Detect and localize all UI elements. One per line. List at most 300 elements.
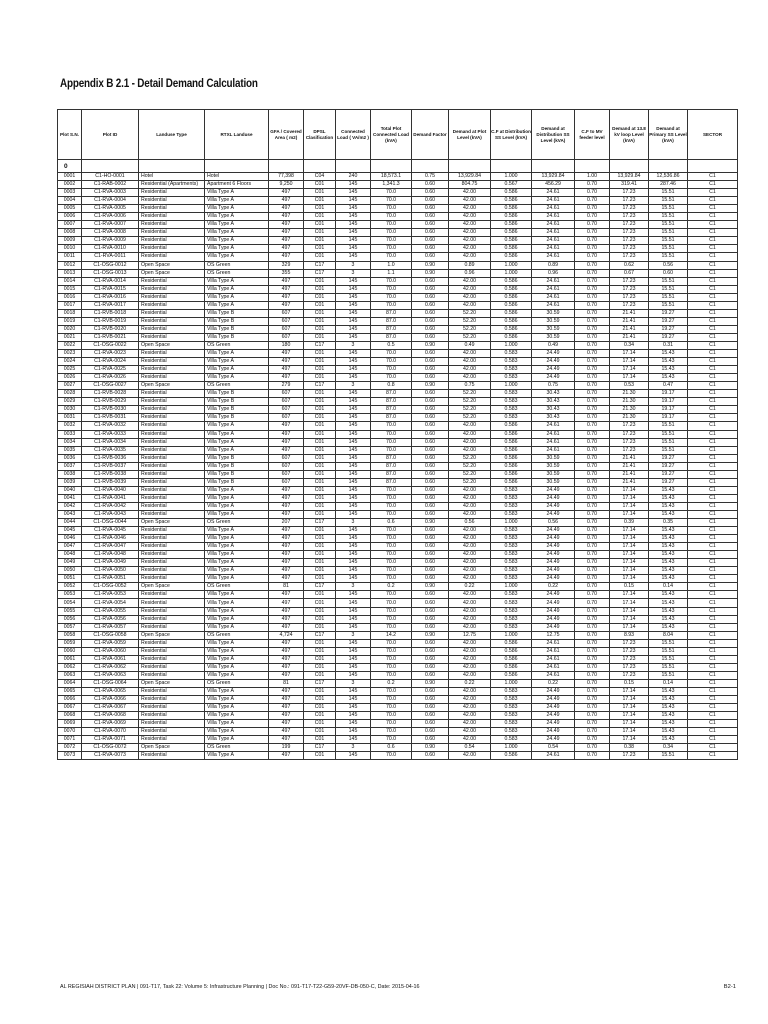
table-cell: 0.586 [491, 301, 532, 309]
table-cell: 24.49 [532, 615, 575, 623]
table-cell: 0014 [58, 277, 82, 285]
table-cell: C1 [688, 269, 738, 277]
table-cell: 145 [336, 350, 371, 358]
table-cell: Villa Type A [205, 599, 269, 607]
table-cell: Villa Type A [205, 591, 269, 599]
table-cell: 17.14 [610, 494, 649, 502]
table-cell: C01 [304, 551, 336, 559]
table-cell: 70.0 [371, 728, 412, 736]
table-cell: 497 [269, 752, 304, 760]
table-cell: 70.0 [371, 446, 412, 454]
table-cell: 0.60 [412, 510, 449, 518]
table-cell: Villa Type B [205, 454, 269, 462]
table-cell: C1 [688, 486, 738, 494]
table-cell: 24.49 [532, 358, 575, 366]
table-cell: C1 [688, 285, 738, 293]
table-cell: 0073 [58, 752, 82, 760]
table-cell: Residential [139, 510, 205, 518]
table-cell: 0034 [58, 438, 82, 446]
table-cell: 0.60 [412, 486, 449, 494]
table-cell: 24.49 [532, 623, 575, 631]
table-cell: 0.567 [491, 181, 532, 189]
table-row [58, 325, 738, 333]
table-cell: C01 [304, 502, 336, 510]
table-cell: 15.51 [649, 655, 688, 663]
table-cell: Residential [139, 293, 205, 301]
table-cell: C1 [688, 189, 738, 197]
table-row [58, 350, 738, 358]
table-cell: 0.60 [412, 253, 449, 261]
table-cell: Residential [139, 607, 205, 615]
table-cell: 0.60 [412, 350, 449, 358]
table-cell: 0.60 [412, 245, 449, 253]
table-cell: 0.586 [491, 309, 532, 317]
table-cell: 0.70 [575, 704, 610, 712]
section-cell [491, 160, 532, 173]
table-cell: 497 [269, 704, 304, 712]
table-cell: 17.14 [610, 486, 649, 494]
table-cell: 0018 [58, 309, 82, 317]
table-cell: 17.23 [610, 237, 649, 245]
table-cell: Residential [139, 197, 205, 205]
table-cell: Villa Type A [205, 655, 269, 663]
table-cell: 42.00 [449, 430, 491, 438]
table-cell: C1 [688, 325, 738, 333]
table-cell: C1 [688, 229, 738, 237]
table-cell: 15.43 [649, 696, 688, 704]
table-cell: 24.61 [532, 229, 575, 237]
table-cell: 0.586 [491, 647, 532, 655]
table-cell: C1 [688, 462, 738, 470]
table-cell: 70.0 [371, 615, 412, 623]
table-cell: C01 [304, 398, 336, 406]
table-cell: 0.586 [491, 639, 532, 647]
table-cell: 0.70 [575, 205, 610, 213]
table-cell: 15.43 [649, 559, 688, 567]
table-cell: 0.60 [412, 663, 449, 671]
table-row [58, 599, 738, 607]
table-cell: 0.15 [610, 679, 649, 687]
table-cell: C01 [304, 237, 336, 245]
table-cell: 497 [269, 438, 304, 446]
table-cell: 0.6 [371, 519, 412, 527]
table-cell: 145 [336, 414, 371, 422]
table-cell: C1-RVA-0049 [82, 559, 139, 567]
table-cell: 0048 [58, 551, 82, 559]
table-cell: Residential [139, 671, 205, 679]
section-cell [575, 160, 610, 173]
table-cell: 497 [269, 422, 304, 430]
table-cell: 21.41 [610, 462, 649, 470]
table-cell: 0032 [58, 422, 82, 430]
table-cell: 24.61 [532, 446, 575, 454]
table-cell: 0.586 [491, 462, 532, 470]
table-cell: Villa Type A [205, 535, 269, 543]
table-cell: 145 [336, 502, 371, 510]
table-cell: C1-RVA-0006 [82, 213, 139, 221]
table-cell: 15.43 [649, 615, 688, 623]
table-cell: C1-RVA-0040 [82, 486, 139, 494]
table-cell: 0.8 [371, 382, 412, 390]
table-cell: Villa Type A [205, 293, 269, 301]
table-cell: 0.70 [575, 736, 610, 744]
table-cell: C01 [304, 559, 336, 567]
table-cell: 17.14 [610, 374, 649, 382]
table-cell: Villa Type A [205, 253, 269, 261]
table-cell: 0.586 [491, 221, 532, 229]
table-cell: 145 [336, 325, 371, 333]
table-cell: 17.23 [610, 245, 649, 253]
table-cell: 70.0 [371, 213, 412, 221]
table-cell: Residential [139, 615, 205, 623]
table-cell: 0.70 [575, 591, 610, 599]
table-cell: 0.586 [491, 430, 532, 438]
table-cell: C1 [688, 631, 738, 639]
table-cell: 70.0 [371, 663, 412, 671]
table-cell: 30.59 [532, 317, 575, 325]
table-cell: 607 [269, 309, 304, 317]
table-cell: 497 [269, 374, 304, 382]
table-cell: 13,929.84 [449, 173, 491, 181]
table-cell: 52.20 [449, 470, 491, 478]
table-cell: 0.90 [412, 583, 449, 591]
table-cell: C01 [304, 510, 336, 518]
table-cell: 0033 [58, 430, 82, 438]
table-cell: 21.41 [610, 454, 649, 462]
table-cell: 42.00 [449, 543, 491, 551]
table-cell: 70.0 [371, 197, 412, 205]
table-row [58, 704, 738, 712]
table-cell: 0070 [58, 728, 82, 736]
table-cell: 42.00 [449, 696, 491, 704]
table-cell: 145 [336, 647, 371, 655]
table-cell: 145 [336, 213, 371, 221]
table-cell: 0035 [58, 446, 82, 454]
table-cell: 42.00 [449, 728, 491, 736]
table-cell: 19.17 [649, 398, 688, 406]
table-cell: 42.00 [449, 486, 491, 494]
table-row [58, 366, 738, 374]
table-cell: 0.70 [575, 551, 610, 559]
table-cell: C17 [304, 382, 336, 390]
table-cell: C1-RVA-0017 [82, 301, 139, 309]
table-cell: 17.14 [610, 599, 649, 607]
table-cell: Villa Type A [205, 527, 269, 535]
table-cell: 42.00 [449, 237, 491, 245]
table-cell: 0.90 [412, 341, 449, 349]
table-row [58, 398, 738, 406]
table-cell: C1-RVA-0059 [82, 639, 139, 647]
table-cell: 15.43 [649, 720, 688, 728]
table-row [58, 551, 738, 559]
table-cell: 70.0 [371, 366, 412, 374]
table-cell: 15.51 [649, 245, 688, 253]
table-cell: 87.0 [371, 414, 412, 422]
table-cell: 15.51 [649, 430, 688, 438]
table-cell: Residential [139, 438, 205, 446]
table-cell: Villa Type A [205, 301, 269, 309]
table-cell: Villa Type A [205, 607, 269, 615]
table-cell: 0030 [58, 406, 82, 414]
table-cell: 70.0 [371, 712, 412, 720]
table-cell: 15.43 [649, 543, 688, 551]
table-cell: 0.583 [491, 591, 532, 599]
table-cell: 15.43 [649, 350, 688, 358]
table-cell: C1-RVA-0024 [82, 358, 139, 366]
table-row [58, 567, 738, 575]
table-cell: 0.70 [575, 269, 610, 277]
table-cell: C01 [304, 446, 336, 454]
table-cell: C1 [688, 430, 738, 438]
column-header: Demand at 13.8 kV loop Level (kVA) [610, 110, 649, 160]
table-cell: 24.61 [532, 639, 575, 647]
table-cell: 15.51 [649, 213, 688, 221]
table-cell: 17.14 [610, 350, 649, 358]
table-cell: 42.00 [449, 189, 491, 197]
table-cell: 497 [269, 728, 304, 736]
table-cell: 0013 [58, 269, 82, 277]
table-cell: 0.60 [412, 374, 449, 382]
table-cell: 52.20 [449, 478, 491, 486]
table-cell: 0.70 [575, 446, 610, 454]
table-cell: C1-RVA-0050 [82, 567, 139, 575]
table-cell: 0.60 [412, 559, 449, 567]
table-cell: 8.93 [610, 631, 649, 639]
table-cell: 497 [269, 253, 304, 261]
table-cell: 0.70 [575, 309, 610, 317]
table-cell: 21.41 [610, 478, 649, 486]
table-cell: 21.41 [610, 325, 649, 333]
table-row [58, 462, 738, 470]
table-cell: 0.70 [575, 325, 610, 333]
table-cell: Residential [139, 454, 205, 462]
table-cell: 15.43 [649, 551, 688, 559]
table-cell: 145 [336, 559, 371, 567]
section-cell [304, 160, 336, 173]
table-cell: 0.70 [575, 639, 610, 647]
table-cell: 70.0 [371, 293, 412, 301]
table-cell: 81 [269, 583, 304, 591]
table-cell: 17.14 [610, 567, 649, 575]
table-cell: 24.49 [532, 535, 575, 543]
column-header: GFA / Covered Area ( m2) [269, 110, 304, 160]
table-cell: 18,573.1 [371, 173, 412, 181]
table-cell: 0063 [58, 671, 82, 679]
table-cell: OS Green [205, 583, 269, 591]
table-cell: 145 [336, 181, 371, 189]
page-footer: AL REGISIAH DISTRICT PLAN | 091-T17, Task 22: Volume 5: Infrastructure Planning | Doc No.: 091-T17-T22-G59-20VF-DB-050-C, Date: 2015-04-16 [60, 984, 420, 990]
table-cell: 0.70 [575, 374, 610, 382]
table-cell: C01 [304, 599, 336, 607]
table-cell: 497 [269, 696, 304, 704]
table-cell: Residential [139, 543, 205, 551]
table-cell: OS Green [205, 519, 269, 527]
table-cell: 0001 [58, 173, 82, 181]
table-cell: 13,929.84 [610, 173, 649, 181]
table-cell: 30.43 [532, 390, 575, 398]
table-cell: 42.00 [449, 285, 491, 293]
table-cell: C1 [688, 535, 738, 543]
table-cell: C1 [688, 358, 738, 366]
table-cell: 15.51 [649, 438, 688, 446]
table-cell: C1-RVA-0061 [82, 655, 139, 663]
table-cell: C17 [304, 519, 336, 527]
table-cell: 24.49 [532, 728, 575, 736]
table-cell: 0.70 [575, 607, 610, 615]
column-header: Demand at Primary SS Level (kVA) [649, 110, 688, 160]
table-cell: Villa Type A [205, 671, 269, 679]
table-cell: C1 [688, 736, 738, 744]
table-cell: 70.0 [371, 567, 412, 575]
table-cell: 0.70 [575, 181, 610, 189]
table-cell: Residential [139, 390, 205, 398]
table-cell: 497 [269, 712, 304, 720]
table-cell: 497 [269, 736, 304, 744]
table-cell: 145 [336, 527, 371, 535]
table-cell: C1 [688, 197, 738, 205]
table-cell: 0.60 [412, 189, 449, 197]
table-cell: C1 [688, 309, 738, 317]
table-cell: 52.20 [449, 309, 491, 317]
section-cell [371, 160, 412, 173]
table-cell: 0.70 [575, 671, 610, 679]
table-cell: 607 [269, 470, 304, 478]
table-cell: Hotel [139, 173, 205, 181]
table-cell: 497 [269, 688, 304, 696]
section-label: 0 [58, 160, 82, 173]
table-cell: 145 [336, 454, 371, 462]
table-cell: Residential [139, 647, 205, 655]
table-cell: C1 [688, 173, 738, 181]
table-cell: 0057 [58, 623, 82, 631]
table-row [58, 414, 738, 422]
table-cell: 17.23 [610, 301, 649, 309]
table-cell: C01 [304, 647, 336, 655]
table-cell: 145 [336, 406, 371, 414]
table-cell: 17.23 [610, 446, 649, 454]
table-cell: 0016 [58, 293, 82, 301]
table-cell: C01 [304, 671, 336, 679]
table-cell: 145 [336, 398, 371, 406]
table-cell: 145 [336, 671, 371, 679]
table-cell: C01 [304, 438, 336, 446]
table-cell: Open Space [139, 679, 205, 687]
table-cell: 145 [336, 591, 371, 599]
table-cell: 0.70 [575, 462, 610, 470]
table-cell: 497 [269, 655, 304, 663]
table-cell: 42.00 [449, 591, 491, 599]
table-cell: C1-OSG-0013 [82, 269, 139, 277]
table-cell: 497 [269, 599, 304, 607]
table-cell: Villa Type A [205, 752, 269, 760]
table-cell: 42.00 [449, 253, 491, 261]
table-cell: C01 [304, 728, 336, 736]
table-cell: 70.0 [371, 599, 412, 607]
table-cell: 0.60 [412, 414, 449, 422]
table-cell: 0025 [58, 366, 82, 374]
table-cell: C01 [304, 696, 336, 704]
table-cell: 87.0 [371, 398, 412, 406]
table-cell: 77,398 [269, 173, 304, 181]
table-cell: 1.0 [371, 261, 412, 269]
table-cell: 70.0 [371, 720, 412, 728]
table-cell: 145 [336, 575, 371, 583]
table-cell: Villa Type A [205, 374, 269, 382]
table-cell: 0004 [58, 197, 82, 205]
table-cell: C1-RVB-0039 [82, 478, 139, 486]
table-row [58, 197, 738, 205]
table-cell: 0.22 [532, 583, 575, 591]
table-row [58, 430, 738, 438]
table-cell: 145 [336, 205, 371, 213]
table-row [58, 559, 738, 567]
table-cell: Villa Type A [205, 430, 269, 438]
table-cell: 1.000 [491, 173, 532, 181]
table-cell: 24.61 [532, 663, 575, 671]
table-cell: Open Space [139, 382, 205, 390]
table-cell: 0.90 [412, 679, 449, 687]
table-cell: C01 [304, 390, 336, 398]
table-cell: 0020 [58, 325, 82, 333]
table-cell: Open Space [139, 519, 205, 527]
table-cell: 0026 [58, 374, 82, 382]
table-cell: Apartment 6 Floors [205, 181, 269, 189]
table-row [58, 607, 738, 615]
table-cell: 3 [336, 744, 371, 752]
table-cell: 0066 [58, 696, 82, 704]
table-cell: 42.00 [449, 502, 491, 510]
table-cell: OS Green [205, 679, 269, 687]
table-cell: 87.0 [371, 406, 412, 414]
table-cell: C1 [688, 728, 738, 736]
table-cell: 24.61 [532, 253, 575, 261]
table-cell: 15.43 [649, 575, 688, 583]
table-cell: 87.0 [371, 390, 412, 398]
table-cell: C1-OSG-0044 [82, 519, 139, 527]
table-row [58, 647, 738, 655]
table-cell: C1-RVA-0071 [82, 736, 139, 744]
table-cell: Villa Type A [205, 615, 269, 623]
table-cell: 70.0 [371, 229, 412, 237]
table-cell: 42.00 [449, 663, 491, 671]
table-cell: 70.0 [371, 494, 412, 502]
table-cell: 0002 [58, 181, 82, 189]
table-cell: 0.60 [412, 647, 449, 655]
column-header: C.F to MV feeder level [575, 110, 610, 160]
table-cell: 145 [336, 551, 371, 559]
table-cell: C04 [304, 173, 336, 181]
table-cell: 0.586 [491, 285, 532, 293]
table-cell: 0.60 [412, 390, 449, 398]
table-cell: 0.586 [491, 655, 532, 663]
table-cell: C01 [304, 486, 336, 494]
table-cell: 145 [336, 245, 371, 253]
table-cell: 0.60 [412, 221, 449, 229]
table-cell: C1-RVA-0057 [82, 623, 139, 631]
table-cell: C01 [304, 704, 336, 712]
table-cell: 497 [269, 446, 304, 454]
table-cell: 145 [336, 663, 371, 671]
table-cell: Residential [139, 422, 205, 430]
table-cell: Residential [139, 752, 205, 760]
table-row [58, 712, 738, 720]
table-cell: C1 [688, 519, 738, 527]
table-cell: 0.56 [532, 519, 575, 527]
table-cell: 0050 [58, 567, 82, 575]
table-cell: 52.20 [449, 462, 491, 470]
table-cell: C1 [688, 615, 738, 623]
table-row [58, 527, 738, 535]
